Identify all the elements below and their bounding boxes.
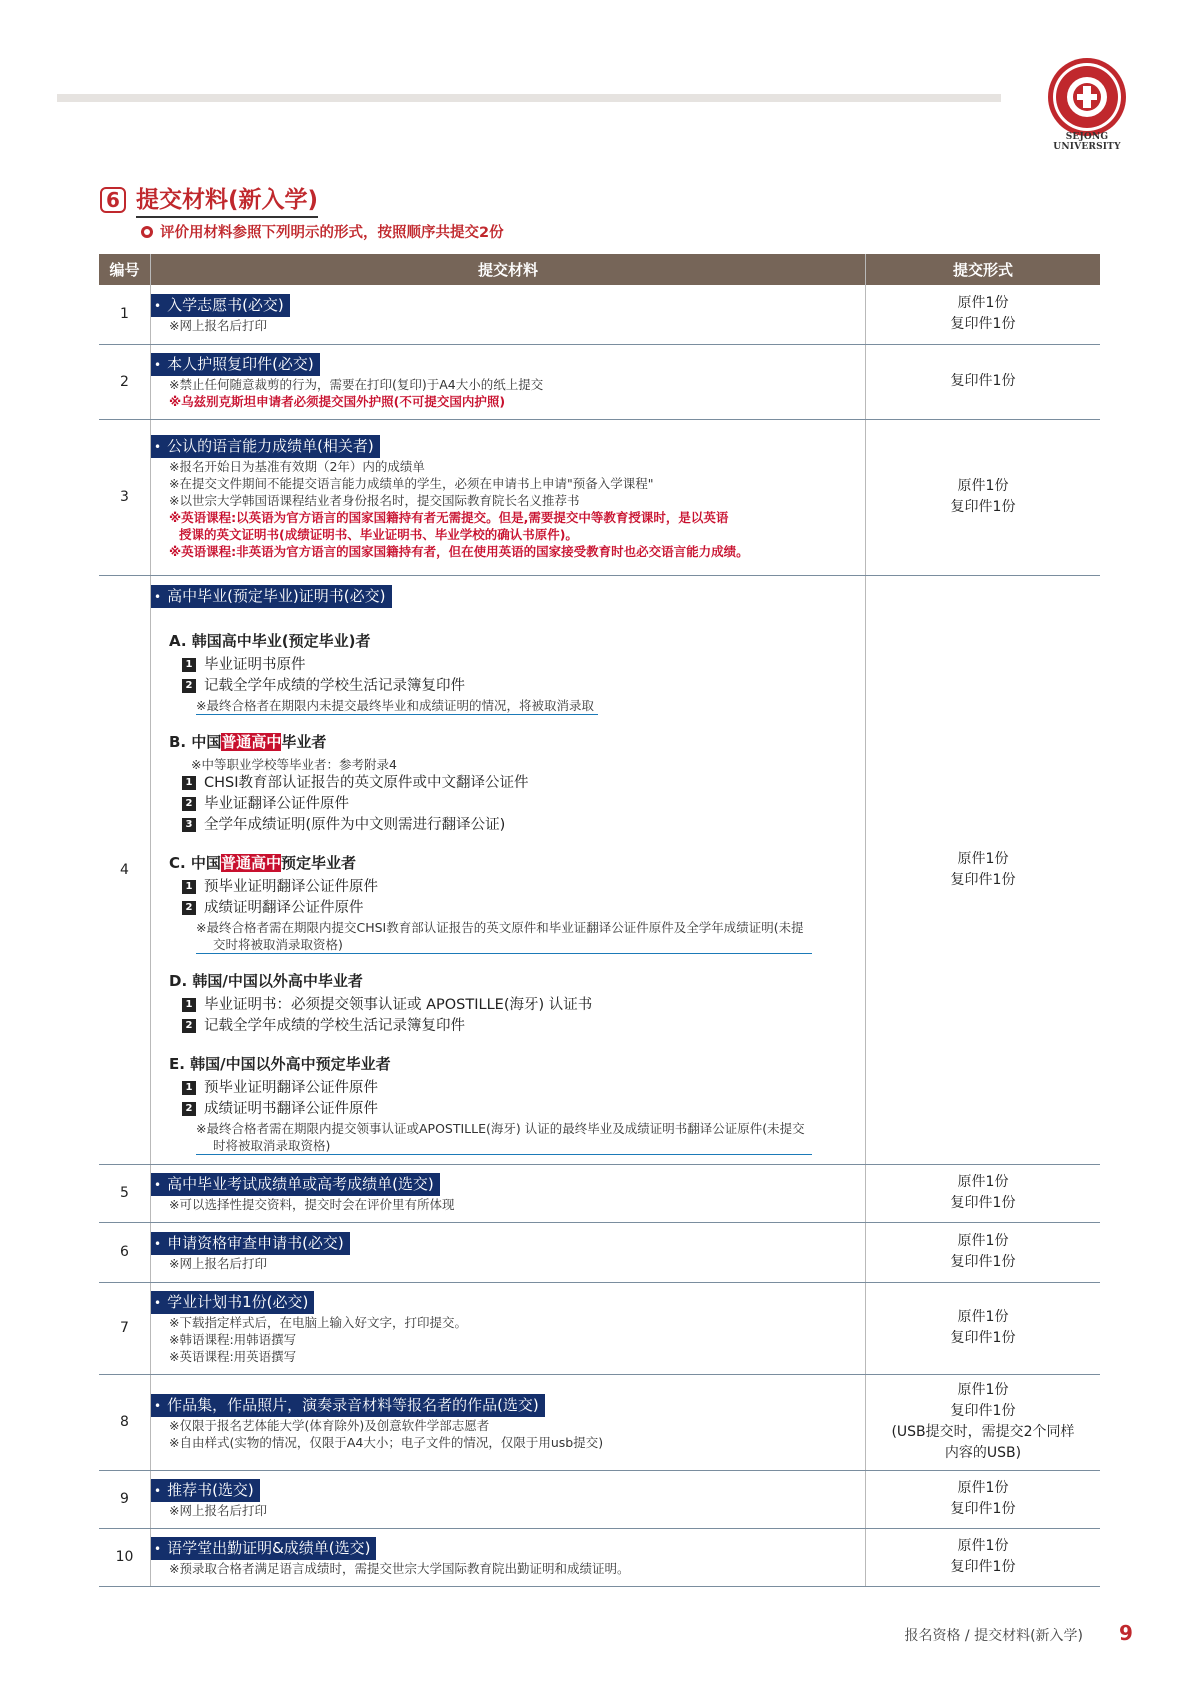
- material-note: ※下载指定样式后，在电脑上输入好文字，打印提交。: [169, 1315, 467, 1330]
- material-title: • 语学堂出勤证明&成绩单(选交): [151, 1537, 376, 1560]
- material-note: ※在提交文件期间不能提交语言能力成绩单的学生，必须在申请书上申请"预备入学课程": [169, 475, 654, 491]
- material-cell: [151, 1374, 866, 1470]
- material-cell: [151, 1222, 866, 1282]
- row-number: 7: [99, 1282, 151, 1374]
- material-title: • 高中毕业(预定毕业)证明书(必交): [151, 585, 392, 608]
- material-cell: [151, 419, 866, 575]
- materials-table: [99, 254, 1100, 1587]
- number-2-icon: 2: [182, 797, 196, 811]
- category-item: 1 预毕业证明翻译公证件原件: [151, 877, 865, 898]
- table-row: [99, 1222, 1100, 1282]
- format-line: 复印件1份: [950, 1254, 1016, 1270]
- table-row: [99, 419, 1100, 575]
- row-number: 10: [99, 1528, 151, 1586]
- format-line: 原件1份: [957, 295, 1009, 312]
- table-row: [99, 1374, 1100, 1470]
- material-cell: [151, 1164, 866, 1222]
- table-row: [99, 1282, 1100, 1374]
- category-item: 2 毕业证翻译公证件原件: [151, 794, 865, 815]
- format-cell: [866, 575, 1101, 1164]
- format-line: 原件1份: [957, 1538, 1009, 1554]
- row-number: 1: [99, 285, 151, 344]
- material-warning: ※乌兹别克斯坦申请者必须提交国外护照(不可提交国内护照): [169, 394, 506, 409]
- category-e-title: E. 韩国/中国以外高中预定毕业者: [169, 1054, 391, 1073]
- row-number: 9: [99, 1470, 151, 1528]
- row-number: 8: [99, 1374, 151, 1470]
- material-note: ※仅限于报名艺体能大学(体育除外)及创意软件学部志愿者: [169, 1417, 490, 1433]
- format-line: 复印件1份: [950, 316, 1016, 333]
- format-cell: [866, 1528, 1101, 1586]
- number-2-icon: 2: [182, 679, 196, 693]
- category-subnote: ※中等职业学校等毕业者：参考附录4: [191, 756, 397, 772]
- number-1-icon: 1: [182, 1081, 196, 1095]
- material-note: ※禁止任何随意裁剪的行为，需要在打印(复印)于A4大小的纸上提交: [169, 377, 544, 392]
- material-note: ※英语课程:用英语撰写: [169, 1349, 297, 1364]
- row-number: 2: [99, 344, 151, 419]
- category-item: 1 预毕业证明翻译公证件原件: [151, 1078, 865, 1099]
- number-2-icon: 2: [182, 1019, 196, 1033]
- material-cell: [151, 344, 866, 419]
- material-warning: ※英语课程:非英语为官方语言的国家国籍持有者，但在使用英语的国家接受教育时也必交语言能力成绩。: [169, 543, 749, 559]
- category-b-title: B. 中国普通高中毕业者: [169, 732, 327, 751]
- material-cell: [151, 285, 866, 344]
- format-cell: [866, 1222, 1101, 1282]
- material-note: ※韩语课程:用韩语撰写: [169, 1332, 297, 1347]
- format-line: 复印件1份: [950, 373, 1016, 389]
- material-note: ※网上报名后打印: [169, 1503, 267, 1518]
- table-row: [99, 1164, 1100, 1222]
- category-d-title: D. 韩国/中国以外高中毕业者: [169, 971, 363, 990]
- row-number: 5: [99, 1164, 151, 1222]
- format-line: 原件1份: [957, 1382, 1009, 1398]
- number-1-icon: 1: [182, 658, 196, 672]
- category-item: 3 全学年成绩证明(原件为中文则需进行翻译公证): [151, 815, 865, 836]
- material-note: ※自由样式(实物的情况，仅限于A4大小；电子文件的情况，仅限于用usb提交): [169, 1434, 604, 1450]
- top-bar: [57, 94, 1001, 102]
- category-item: 1 CHSI教育部认证报告的英文原件或中文翻译公证件: [151, 773, 865, 794]
- column-header-materials: 提交材料: [151, 254, 866, 285]
- section-number: 6: [100, 187, 126, 213]
- format-line: 复印件1份: [950, 871, 1016, 888]
- breadcrumb: 报名资格 / 提交材料(新入学): [904, 1628, 1083, 1644]
- material-title: • 公认的语言能力成绩单(相关者): [151, 435, 380, 458]
- section-header: [100, 181, 318, 218]
- format-line: 原件1份: [957, 1309, 1009, 1325]
- category-item: 1 毕业证明书：必须提交领事认证或 APOSTILLE(海牙) 认证书: [151, 995, 865, 1016]
- row-number: 3: [99, 419, 151, 575]
- format-line: 复印件1份: [950, 1330, 1016, 1346]
- format-cell: [866, 285, 1101, 344]
- material-title: • 学业计划书1份(必交): [151, 1291, 314, 1314]
- category-note: ※最终合格者需在期限内提交领事认证或APOSTILLE(海牙) 认证的最终毕业及成绩证明书翻译公证原件(未提交时将被取消录取资格): [196, 1120, 812, 1155]
- format-cell: [866, 1282, 1101, 1374]
- table-row: [99, 575, 1100, 1164]
- number-3-icon: 3: [182, 818, 196, 832]
- category-a-title: A. 韩国高中毕业(预定毕业)者: [169, 631, 371, 650]
- category-c-title: C. 中国普通高中预定毕业者: [169, 853, 356, 872]
- format-line: 复印件1份: [950, 1501, 1016, 1517]
- format-cell: [866, 1374, 1101, 1470]
- format-line: 原件1份: [957, 1480, 1009, 1496]
- column-header-number: 编号: [99, 254, 151, 285]
- number-1-icon: 1: [182, 776, 196, 790]
- column-header-format: 提交形式: [866, 254, 1101, 285]
- format-cell: [866, 344, 1101, 419]
- material-note: ※预录取合格者满足语言成绩时，需提交世宗大学国际教育院出勤证明和成绩证明。: [169, 1561, 630, 1576]
- material-cell: [151, 1470, 866, 1528]
- number-2-icon: 2: [182, 901, 196, 915]
- format-line: 复印件1份: [950, 499, 1016, 515]
- row-number: 4: [99, 575, 151, 1164]
- table-row: [99, 285, 1100, 344]
- category-note: ※最终合格者需在期限内提交CHSI教育部认证报告的英文原件和毕业证翻译公证件原件及全学年成绩证明(未提交时将被取消录取资格): [196, 919, 812, 954]
- format-line: 原件1份: [957, 478, 1009, 494]
- material-warning: 授课的英文证明书(成绩证明书、毕业证明书、毕业学校的确认书原件)。: [179, 526, 578, 542]
- page-number: 9: [1119, 1621, 1133, 1645]
- material-cell: [151, 1282, 866, 1374]
- material-note: ※可以选择性提交资料，提交时会在评价里有所体现: [169, 1197, 455, 1212]
- format-line: 原件1份: [957, 850, 1009, 867]
- category-item: 2 记载全学年成绩的学校生活记录簿复印件: [151, 1016, 865, 1037]
- format-line: 复印件1份: [950, 1559, 1016, 1575]
- material-cell: [151, 1528, 866, 1586]
- number-1-icon: 1: [182, 880, 196, 894]
- table-row: [99, 344, 1100, 419]
- category-item: 2 成绩证明翻译公证件原件: [151, 898, 865, 919]
- format-line: 复印件1份: [950, 1195, 1016, 1211]
- format-cell: [866, 1164, 1101, 1222]
- material-note: ※报名开始日为基准有效期（2年）内的成绩单: [169, 458, 425, 474]
- category-item: 2 成绩证明书翻译公证件原件: [151, 1099, 865, 1120]
- material-title: • 本人护照复印件(必交): [151, 353, 320, 376]
- format-cell: [866, 419, 1101, 575]
- format-cell: [866, 1470, 1101, 1528]
- material-note: ※以世宗大学韩国语课程结业者身份报名时，提交国际教育院长名义推荐书: [169, 492, 580, 508]
- material-title: • 作品集，作品照片，演奏录音材料等报名者的作品(选交): [151, 1394, 545, 1417]
- table-header-row: [99, 254, 1100, 285]
- format-line: 原件1份: [957, 1233, 1009, 1249]
- material-cell: [151, 575, 866, 1164]
- material-title: • 入学志愿书(必交): [151, 294, 290, 317]
- material-warning: ※英语课程:以英语为官方语言的国家国籍持有者无需提交。但是,需要提交中等教育授课时，是以英语: [169, 509, 729, 525]
- bullet-icon: [141, 226, 153, 238]
- material-note: ※网上报名后打印: [169, 1256, 267, 1271]
- number-1-icon: 1: [182, 998, 196, 1012]
- material-title: • 高中毕业考试成绩单或高考成绩单(选交): [151, 1173, 440, 1196]
- format-line: 原件1份: [957, 1174, 1009, 1190]
- format-line: 内容的USB): [944, 1445, 1022, 1461]
- university-seal-logo: [1046, 56, 1128, 138]
- logo-text: SEJONG UNIVERSITY: [1053, 132, 1121, 152]
- section-subtitle: [141, 221, 504, 242]
- row-number: 6: [99, 1222, 151, 1282]
- number-2-icon: 2: [182, 1102, 196, 1116]
- material-title: • 申请资格审查申请书(必交): [151, 1232, 350, 1255]
- format-line: 复印件1份: [950, 1403, 1016, 1419]
- material-title: • 推荐书(选交): [151, 1479, 260, 1502]
- category-item: 2 记载全学年成绩的学校生活记录簿复印件: [151, 676, 865, 697]
- section-subtitle-text: 评价用材料参照下列明示的形式，按照顺序共提交2份: [160, 225, 504, 241]
- category-note: ※最终合格者在期限内未提交最终毕业和成绩证明的情况，将被取消录取: [196, 697, 598, 715]
- section-title: 提交材料(新入学): [136, 181, 318, 218]
- category-item: 1 毕业证明书原件: [151, 655, 865, 676]
- table-row: [99, 1528, 1100, 1586]
- table-row: [99, 1470, 1100, 1528]
- format-line: (USB提交时，需提交2个同样: [891, 1424, 1075, 1440]
- material-note: ※网上报名后打印: [169, 318, 267, 334]
